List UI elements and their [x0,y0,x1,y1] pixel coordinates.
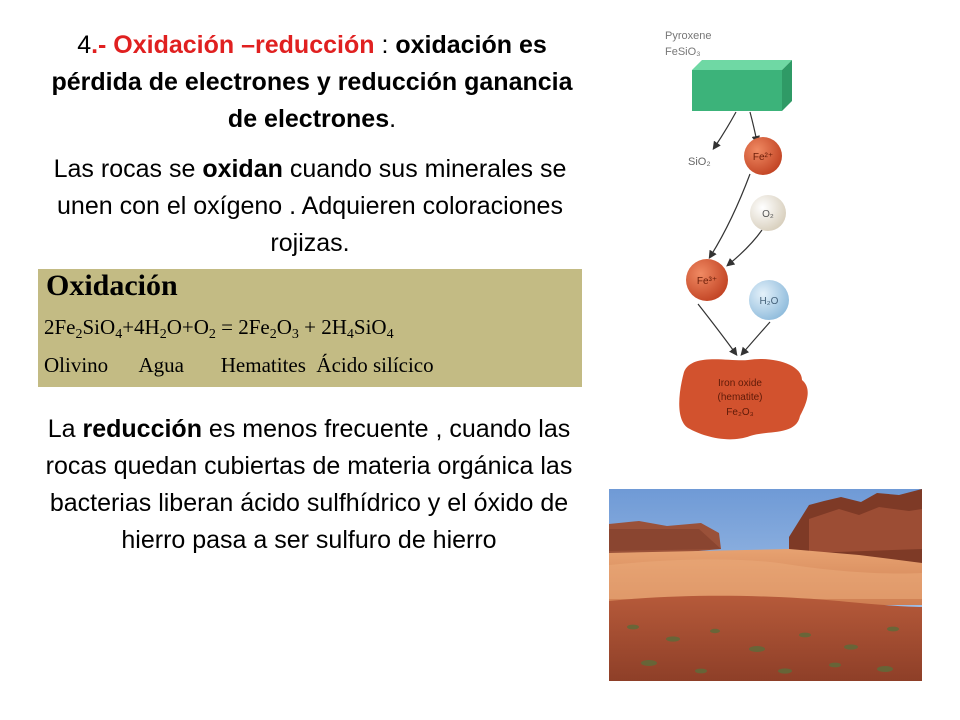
label-acido: Ácido silícico [316,353,434,377]
iron-oxide-label: Iron oxide [718,378,762,389]
oxidation-text-end: cuando sus minerales se unen con el oxígeno . Adquieren coloraciones rojizas. [57,155,567,257]
chemical-equation: $2Fe_2SiO_4+4H_2O+O_2 = 2Fe_2O_3 + 2H_4SiO_4$ [44,315,394,342]
oxidation-text-start: Las rocas se [53,155,203,183]
heading-separator: : [374,31,396,59]
pyroxene-formula: FeSiO₃ [665,46,701,58]
heading-definition: oxidación es pérdida de electrones y reducción ganancia de electrones [51,31,573,133]
pyroxene-label: Pyroxene [665,30,712,42]
heading-title: .- Oxidación –reducción [91,31,375,59]
oxidation-paragraph [30,151,590,262]
slide-heading [38,27,586,138]
reduction-paragraph [28,411,590,559]
hematite-label: (hematite) [717,392,763,403]
label-olivino: Olivino [44,353,109,377]
pyroxene-crystal [692,60,792,111]
heading-number: 4 [77,31,92,59]
fe2-label: Fe²⁺ [752,152,774,163]
oxidan-term: oxidan [202,155,283,183]
label-hematites: Hematites [220,353,306,377]
fe3-label: Fe³⁺ [696,276,718,287]
sio2-label: SiO₂ [688,156,711,168]
pyroxene-oxidation-diagram [650,22,820,452]
o2-label: O₂ [762,209,774,220]
desert-landscape-photo [609,489,922,681]
h2o-label: H₂O [759,296,779,307]
fe2o3-label: Fe₂O₃ [726,407,754,418]
reduction-text-end: es menos frecuente , cuando las rocas quedan cubiertas de materia orgánica las bacterias liberan ácido sulfhídrico y el óxido de hierro pasa a ser sulfuro de hierro [45,415,573,554]
reduccion-term: reducción [82,415,202,443]
label-agua: Agua [138,353,185,377]
oxidation-formula-box [38,269,582,387]
reduction-text-start: La [47,415,83,443]
heading-end: . [389,105,397,133]
formula-title: Oxidación [46,269,178,302]
equation-labels [44,353,434,378]
